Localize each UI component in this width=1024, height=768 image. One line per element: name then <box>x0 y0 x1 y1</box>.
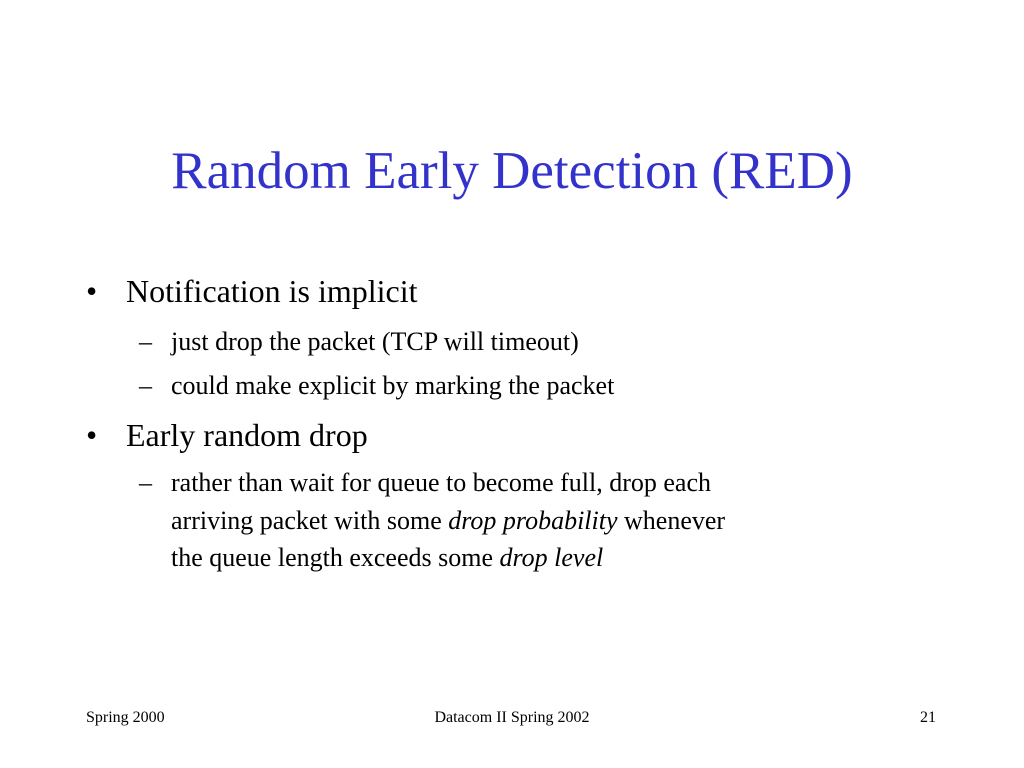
sub-bullet-line <box>171 503 725 539</box>
emphasis-drop-probability: drop probability <box>448 506 618 535</box>
sub-bullet-marker: – <box>139 468 152 497</box>
sub-bullet-text-segment: arriving packet with some <box>171 506 449 535</box>
sub-bullet-line <box>171 540 603 576</box>
bullet-text: Notification is implicit <box>126 273 418 309</box>
footer-course: Datacom II Spring 2002 <box>434 709 590 726</box>
emphasis-drop-level: drop level <box>499 543 604 572</box>
slide-number: 21 <box>920 709 936 726</box>
slide-title: Random Early Detection (RED) <box>171 142 853 200</box>
sub-bullet-text: just drop the packet (TCP will timeout) <box>171 327 579 356</box>
bullet-text: Early random drop <box>126 417 368 453</box>
sub-bullet-line: rather than wait for queue to become full, drop each <box>171 468 711 497</box>
bullet-marker: • <box>86 273 98 309</box>
sub-bullet-text: could make explicit by marking the packet <box>171 371 615 400</box>
bullet-marker: • <box>86 417 98 453</box>
sub-bullet-marker: – <box>139 327 152 356</box>
sub-bullet-text-segment: the queue length exceeds some <box>171 543 500 572</box>
footer-date: Spring 2000 <box>86 709 165 726</box>
sub-bullet-marker: – <box>139 371 152 400</box>
sub-bullet-text-segment: whenever <box>617 506 726 535</box>
